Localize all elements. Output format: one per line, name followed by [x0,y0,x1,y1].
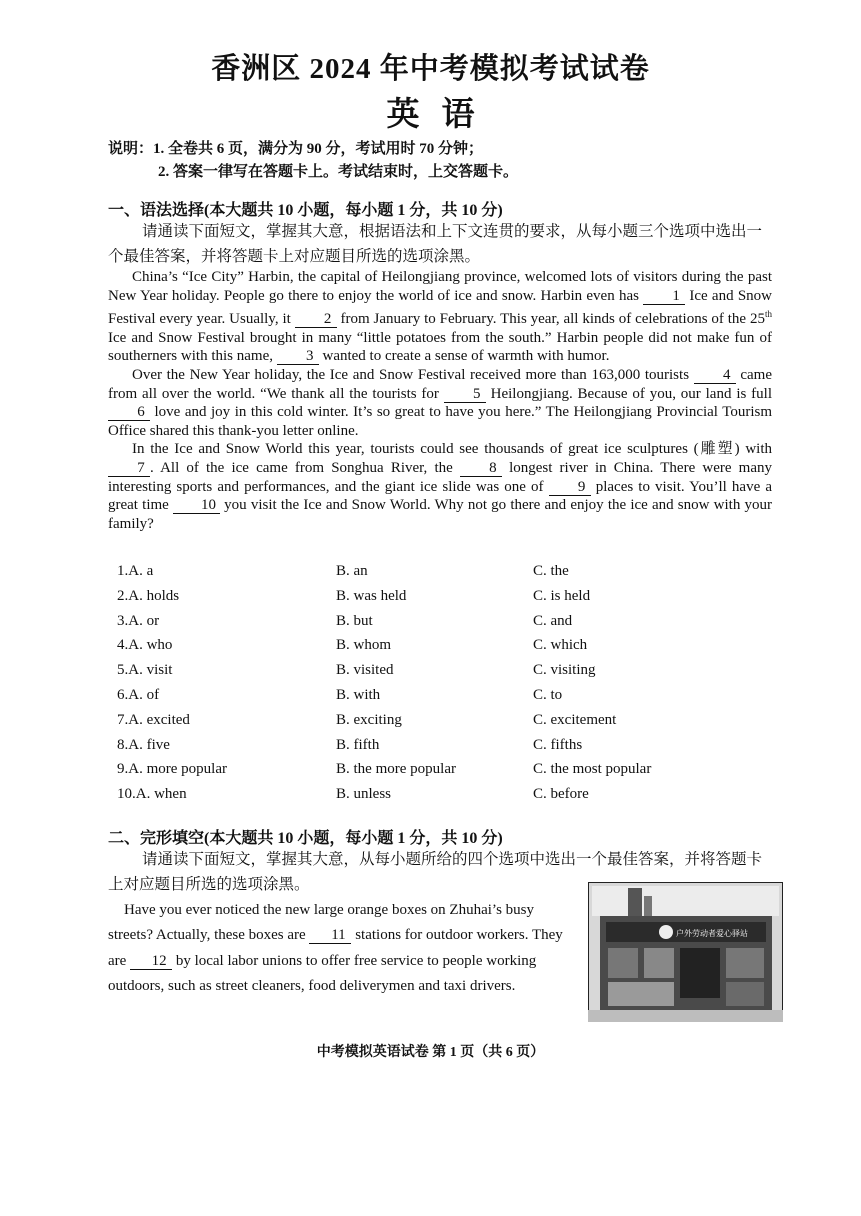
blank-8: 8 [460,461,502,477]
section-1-heading: 一、语法选择(本大题共 10 小题，每小题 1 分，共 10 分) [108,202,503,219]
blank-5: 5 [444,387,486,403]
option-b: B. but [336,612,373,629]
page-title: 香洲区 2024 年中考模拟考试试卷 [211,53,650,85]
option-b: B. fifth [336,736,380,753]
blank-12: 12 [130,954,172,970]
option-row [117,662,717,687]
option-b: B. visited [336,662,394,679]
blank-10: 10 [173,498,220,514]
option-b: B. an [336,563,368,579]
option-c: C. to [533,686,563,703]
option-c: C. excitement [533,711,617,728]
option-b: B. exciting [336,711,402,728]
option-row [117,712,717,737]
passage-paragraph: Have you ever noticed the new large orange boxes on Zhuhai’s busy streets? Actually, these boxes are 11 stations for outdoor workers. They are 12 by local labor unions to offer free service to people working outdoors, such as street cleaners, food deliverymen and taxi drivers. [108,902,563,994]
option-a: 9.A. more popular [117,761,227,778]
option-a: 6.A. of [117,686,160,703]
option-a: 4.A. who [117,637,173,654]
section-2-heading: 二、完形填空(本大题共 10 小题，每小题 1 分，共 10 分) [108,830,503,847]
page-footer: 中考模拟英语试卷 第 1 页（共 6 页） [316,1045,545,1060]
option-c: C. the most popular [533,761,652,778]
blank-9: 9 [549,480,591,496]
option-row [117,613,717,638]
blank-4: 4 [694,368,736,384]
option-row [117,687,717,712]
blank-2: 2 [295,312,337,328]
option-b: B. was held [336,587,407,604]
station-sign-text: 户外劳动者爱心驿站 [676,929,748,938]
option-a: 2.A. holds [117,587,180,604]
blank-3: 3 [277,349,319,365]
option-row [117,737,717,762]
option-a: 8.A. five [117,736,170,753]
option-b: B. unless [336,786,392,803]
option-a: 7.A. excited [117,711,190,728]
option-c: C. is held [533,587,591,604]
option-row [117,761,717,786]
passage-paragraph: China’s “Ice City” Harbin, the capital of Heilongjiang province, welcomed lots of visitors during the past New Year holiday. People go there to enjoy the world of ice and snow. Harbin even has 1 Ice and Snow Festival every year. Usually, it 2 from January to February. This year, all kinds of celebrations of the 25th Ice and Snow Festival brought in many “little potatoes from the south.” Harbin people did not make fun of southerners with this name, 3 wanted to create a sense of warmth with humor. [108,269,772,365]
option-row [117,637,717,662]
exam-note-1: 说明：1. 全卷共 6 页，满分为 90 分，考试用时 70 分钟； [108,141,484,157]
option-a: 10.A. when [117,786,187,803]
section-2-instruction: 请通读下面短文，掌握其大意，从每小题所给的四个选项中选出一个最佳答案，并将答题卡上对应题目所选的选项涂黑。 [108,851,763,893]
option-b: B. with [336,686,381,703]
option-a: 3.A. or [117,612,160,629]
option-row [117,563,717,588]
option-c: C. which [533,637,588,654]
section-1-instruction: 请通读下面短文，掌握其大意，根据语法和上下文连贯的要求，从每小题三个选项中选出一个最佳答案，并将答题卡上对应题目所选的选项涂黑。 [108,223,763,265]
blank-7: 7 [108,461,150,477]
option-c: C. and [533,612,573,629]
option-c: C. visiting [533,662,596,679]
subject-title: 英语 [386,97,497,133]
station-photo [588,882,783,1022]
option-row [117,588,717,613]
option-c: C. before [533,786,589,803]
blank-1: 1 [643,289,685,305]
option-a: 1.A. a [117,563,154,579]
option-row [117,786,717,811]
option-b: B. the more popular [336,761,456,778]
passage-paragraph: In the Ice and Snow World this year, tourists could see thousands of great ice sculptures (雕塑) with 7 . All of the ice came from Songhua River, the 8 longest river in China. There were many interesting sports and performances, and the giant ice slide was one of 9 places to visit. You’ll have a great time 10 you visit the Ice and Snow World. Why not go there and enjoy the ice and snow with your family? [108,441,772,532]
cloze-passage [108,898,578,999]
grammar-passage [108,268,772,533]
blank-6: 6 [108,405,150,421]
option-c: C. the [533,563,569,579]
passage-paragraph: Over the New Year holiday, the Ice and Snow Festival received more than 163,000 tourists 4 came from all over the world. “We thank all the tourists for 5 Heilongjiang. Because of you, our land is full 6 love and joy in this cold winter. It’s so great to have you here.” The Heilongjiang Provincial Tourism Office shared this thank-you letter online. [108,366,772,439]
option-a: 5.A. visit [117,662,173,679]
blank-11: 11 [309,928,351,944]
option-c: C. fifths [533,736,583,753]
options-list [117,563,717,811]
exam-note-2: 2. 答案一律写在答题卡上。考试结束时，上交答题卡。 [158,164,519,180]
option-b: B. whom [336,637,392,654]
